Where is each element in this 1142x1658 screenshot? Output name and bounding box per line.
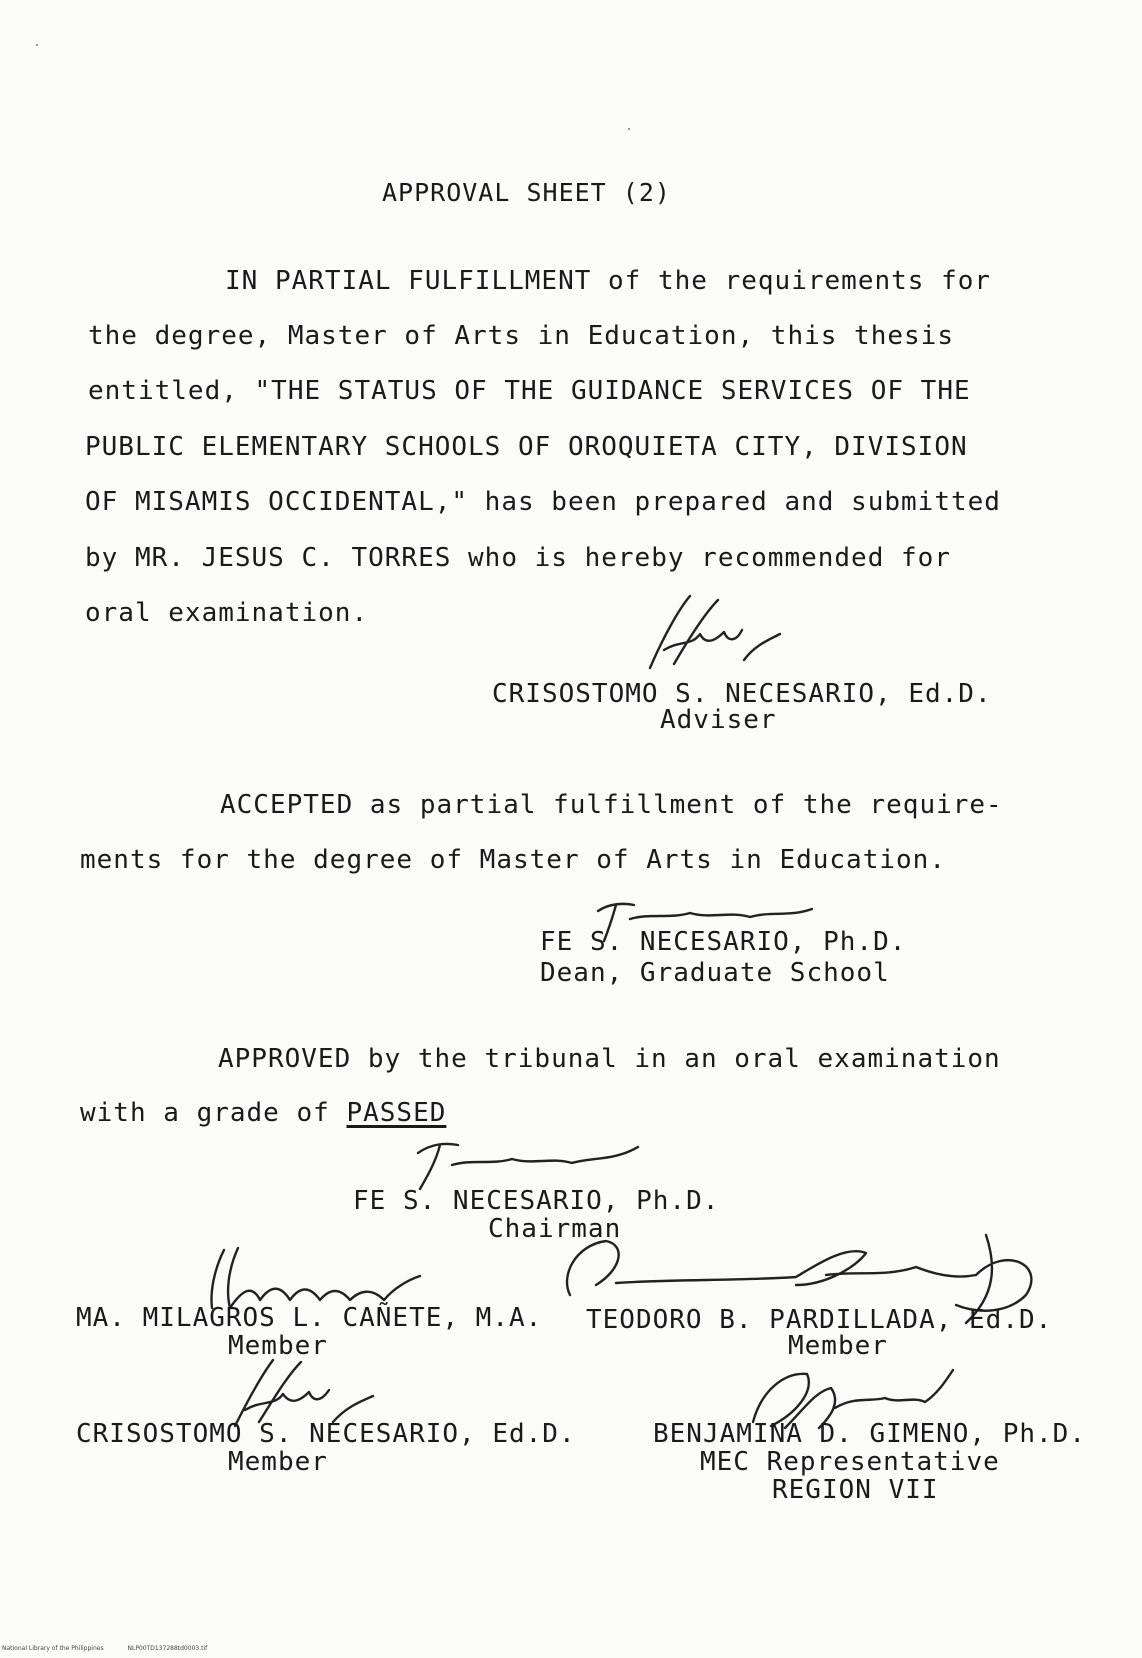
footer-library: National Library of the Philippines: [2, 1645, 104, 1652]
body-line-7: oral examination.: [85, 598, 369, 628]
member-role-pardillada: Member: [788, 1331, 888, 1361]
chairman-role: Chairman: [488, 1214, 622, 1244]
body-line-1: IN PARTIAL FULFILLMENT of the requirements for: [225, 266, 992, 296]
member-role-canete: Member: [228, 1331, 328, 1361]
body-line-6: by MR. JESUS C. TORRES who is hereby recommended for: [85, 543, 951, 573]
adviser-role: Adviser: [660, 705, 777, 735]
member-name-canete: MA. MILAGROS L. CAÑETE, M.A.: [76, 1303, 543, 1333]
scan-speck: [36, 44, 38, 46]
document-title: APPROVAL SHEET (2): [382, 178, 671, 207]
grade-value: PASSED: [346, 1098, 447, 1128]
member-name-pardillada: TEODORO B. PARDILLADA, Ed.D.: [586, 1305, 1053, 1335]
adviser-signature: [640, 590, 790, 685]
accepted-line-2: ments for the degree of Master of Arts in Education.: [80, 845, 946, 875]
footer-file: NLP00TD137288td0003.tif: [127, 1645, 208, 1652]
scan-footer: [2, 1645, 229, 1652]
member-name-gimeno: BENJAMINA D. GIMENO, Ph.D.: [653, 1419, 1086, 1449]
member-role-gimeno: MEC Representative: [700, 1447, 1000, 1477]
chairman-name: FE S. NECESARIO, Ph.D.: [353, 1186, 720, 1216]
adviser-name: CRISOSTOMO S. NECESARIO, Ed.D.: [492, 679, 992, 709]
member-role-necesario: Member: [228, 1447, 328, 1477]
scan-speck: [628, 128, 630, 130]
dean-name: FE S. NECESARIO, Ph.D.: [540, 927, 907, 957]
body-line-3: entitled, "THE STATUS OF THE GUIDANCE SERVICES OF THE: [88, 376, 971, 406]
grade-prefix: with a grade of: [80, 1098, 330, 1128]
dean-role: Dean, Graduate School: [540, 958, 890, 988]
approved-line-2: [80, 1098, 446, 1128]
member-region-gimeno: REGION VII: [772, 1475, 939, 1505]
body-line-4: PUBLIC ELEMENTARY SCHOOLS OF OROQUIETA CITY, DIVISION: [85, 432, 968, 462]
member-name-necesario: CRISOSTOMO S. NECESARIO, Ed.D.: [76, 1419, 576, 1449]
body-line-5: OF MISAMIS OCCIDENTAL," has been prepared and submitted: [85, 487, 1001, 517]
body-line-2: the degree, Master of Arts in Education, this thesis: [88, 321, 954, 351]
approved-line-1: APPROVED by the tribunal in an oral examination: [218, 1044, 1001, 1074]
accepted-line-1: ACCEPTED as partial fulfillment of the require-: [220, 790, 1003, 820]
